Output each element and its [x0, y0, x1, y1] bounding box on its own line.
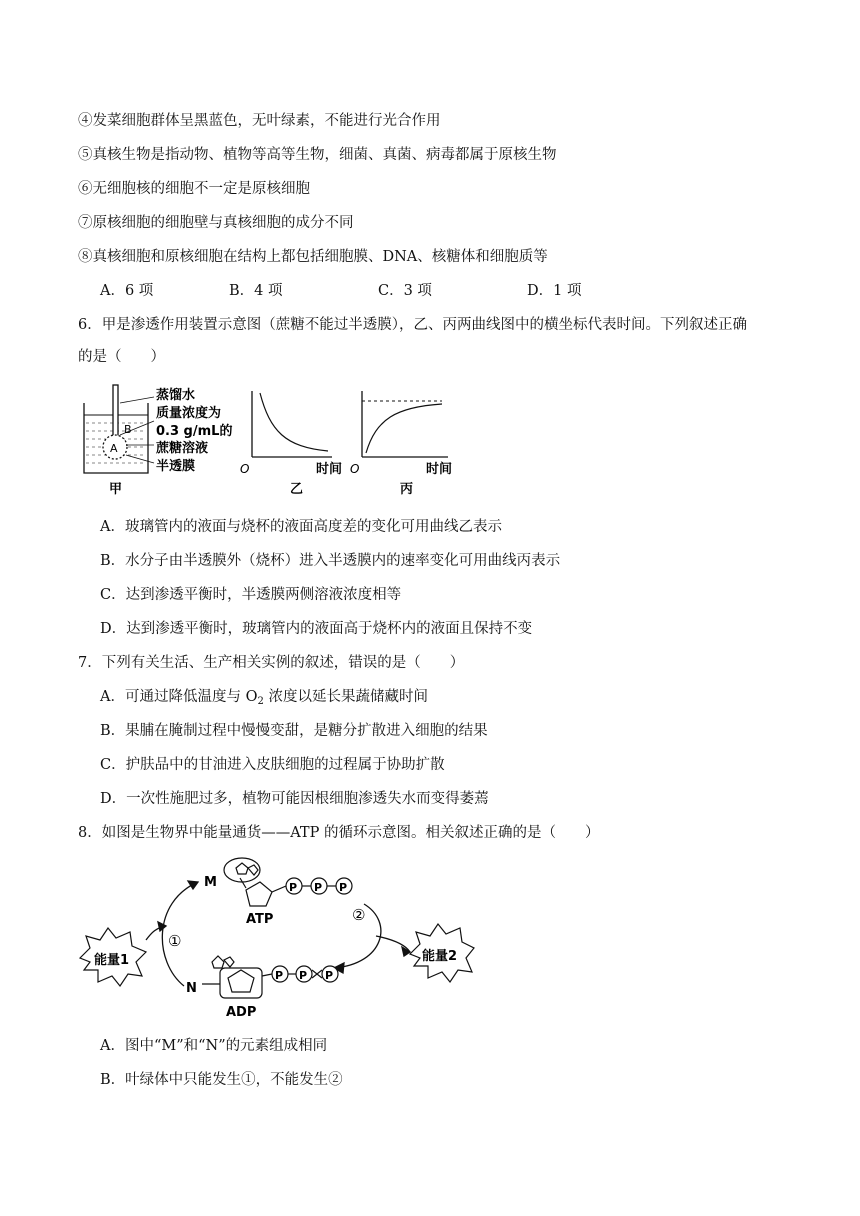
graph-yi-time-label: 时间 [316, 462, 343, 477]
atp-p3: P [339, 881, 348, 894]
q6-option-d: D．达到渗透平衡时，玻璃管内的液面高于烧杯内的液面且保持不变 [100, 621, 533, 637]
energy2-label: 能量2 [422, 949, 458, 964]
q6-stem-line2: 的是（ ） [78, 349, 165, 365]
q6-option-c: C．达到渗透平衡时，半透膜两侧溶液浓度相等 [100, 587, 402, 603]
atp-phosphates [286, 878, 352, 894]
statement-6: ⑥无细胞核的细胞不一定是原核细胞 [78, 181, 310, 197]
q8-option-b: B．叶绿体中只能发生①，不能发生② [100, 1072, 343, 1088]
adp-p1: P [275, 969, 284, 982]
atp-p2: P [314, 881, 323, 894]
q7-option-b: B．果脯在腌制过程中慢慢变甜，是糖分扩散进入细胞的结果 [100, 723, 488, 739]
graph-yi-origin: O [240, 462, 250, 476]
atp-molecule [224, 858, 286, 906]
beaker-label-membrane: 半透膜 [156, 459, 196, 474]
q7-option-a-sub: 2 [257, 696, 264, 707]
adp-p3: P [325, 969, 334, 982]
beaker-label-value: 0.3 g/mL的 [156, 424, 233, 439]
q7-option-d: D．一次性施肥过多，植物可能因根细胞渗透失水而变得萎蔫 [100, 791, 489, 807]
q7-option-c: C．护肤品中的甘油进入皮肤细胞的过程属于协助扩散 [100, 757, 445, 773]
atp-cycle-figure [76, 856, 476, 1020]
energy1-label: 能量1 [94, 953, 130, 968]
step2-label: ② [352, 906, 366, 924]
beaker-label-water: 蒸馏水 [156, 388, 196, 403]
adp-p2: P [299, 969, 308, 982]
statement-7: ⑦原核细胞的细胞壁与真核细胞的成分不同 [78, 215, 354, 231]
beaker-apparatus [84, 385, 154, 473]
m-label: M [204, 875, 217, 890]
q5-option-a: A．6 项 [100, 283, 154, 299]
graph-bing-time-label: 时间 [426, 462, 453, 477]
point-b-label: B [124, 423, 132, 436]
q6-stem-line1: 6．甲是渗透作用装置示意图（蔗糖不能过半透膜），乙、丙两曲线图中的横坐标代表时间。下列叙述正确 [78, 317, 747, 333]
adp-molecule [202, 956, 272, 998]
statement-5: ⑤真核生物是指动物、植物等高等生物，细菌、真菌、病毒都属于原核生物 [78, 147, 557, 163]
adp-phosphates [272, 966, 338, 982]
osmosis-figure [80, 383, 480, 495]
caption-bing: 丙 [400, 482, 414, 495]
q8-stem: 8．如图是生物界中能量通货——ATP 的循环示意图。相关叙述正确的是（ ） [78, 825, 600, 841]
graph-bing [362, 391, 448, 457]
q7-option-a-post: 浓度以延长果蔬储藏时间 [263, 689, 428, 705]
q5-option-d: D．1 项 [527, 283, 582, 299]
q5-option-c: C．3 项 [378, 283, 432, 299]
statement-8: ⑧真核细胞和原核细胞在结构上都包括细胞膜、DNA、核糖体和细胞质等 [78, 249, 548, 265]
atp-label: ATP [246, 912, 274, 927]
graph-bing-origin: O [350, 462, 360, 476]
q8-option-a: A．图中“M”和“N”的元素组成相同 [100, 1038, 328, 1054]
beaker-label-sucrose: 蔗糖溶液 [156, 441, 209, 456]
n-label: N [186, 981, 197, 996]
graph-yi [252, 391, 332, 457]
q6-option-a: A．玻璃管内的液面与烧杯的液面高度差的变化可用曲线乙表示 [100, 519, 502, 535]
adp-label: ADP [226, 1005, 257, 1020]
q7-option-a-pre: A．可通过降低温度与 O [100, 689, 258, 705]
q7-stem: 7．下列有关生活、生产相关实例的叙述，错误的是（ ） [78, 655, 465, 671]
point-a-label: A [110, 442, 118, 455]
caption-jia: 甲 [109, 482, 123, 495]
step1-label: ① [168, 932, 182, 950]
caption-yi: 乙 [290, 482, 304, 495]
q6-option-b: B．水分子由半透膜外（烧杯）进入半透膜内的速率变化可用曲线丙表示 [100, 553, 561, 569]
q5-option-b: B．4 项 [229, 283, 283, 299]
atp-p1: P [289, 881, 298, 894]
beaker-label-conc: 质量浓度为 [156, 406, 222, 421]
q7-option-a [100, 687, 428, 712]
statement-4: ④发菜细胞群体呈黑蓝色，无叶绿素，不能进行光合作用 [78, 113, 441, 129]
